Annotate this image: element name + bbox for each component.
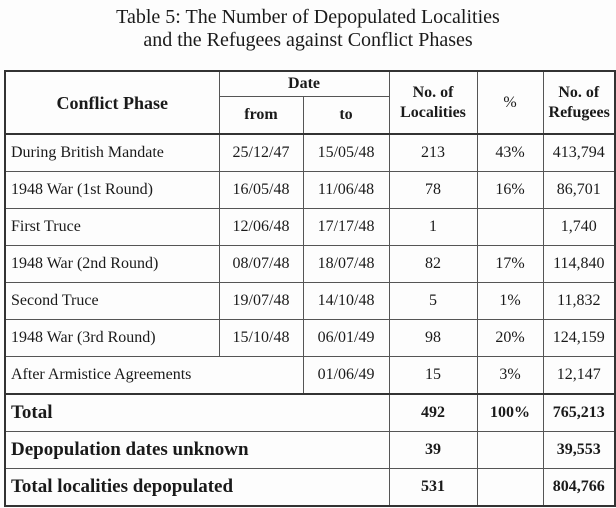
to-cell: 14/10/48: [303, 283, 389, 320]
table-row: [5, 134, 615, 172]
percent-cell: 17%: [477, 246, 543, 283]
from-cell: 19/07/48: [219, 283, 303, 320]
header-conflict-phase: Conflict Phase: [5, 71, 219, 134]
table-row-total: [5, 394, 615, 432]
header-percent: %: [477, 71, 543, 134]
percent-cell: [477, 209, 543, 246]
to-cell: 18/07/48: [303, 246, 389, 283]
localities-cell: 5: [389, 283, 477, 320]
table-row-grand-total: [5, 469, 615, 507]
to-cell: 11/06/48: [303, 172, 389, 209]
grand-percent: [477, 469, 543, 507]
phase-cell: After Armistice Agreements: [5, 357, 303, 395]
header-date: Date: [219, 71, 389, 97]
localities-cell: 213: [389, 134, 477, 172]
unknown-localities: 39: [389, 432, 477, 469]
refugees-cell: 12,147: [543, 357, 615, 395]
table-row-after-armistice: [5, 357, 615, 395]
phase-cell: 1948 War (2nd Round): [5, 246, 219, 283]
header-localities: No. of Localities: [389, 71, 477, 134]
unknown-label: Depopulation dates unknown: [5, 432, 389, 469]
to-cell: 15/05/48: [303, 134, 389, 172]
table-title: [0, 6, 616, 52]
table-row: [5, 283, 615, 320]
total-refugees: 765,213: [543, 394, 615, 432]
table-row: [5, 209, 615, 246]
localities-cell: 1: [389, 209, 477, 246]
from-cell: 08/07/48: [219, 246, 303, 283]
to-cell: 17/17/48: [303, 209, 389, 246]
from-cell: 25/12/47: [219, 134, 303, 172]
refugees-cell: 86,701: [543, 172, 615, 209]
percent-cell: 20%: [477, 320, 543, 357]
refugees-cell: 1,740: [543, 209, 615, 246]
from-cell: 12/06/48: [219, 209, 303, 246]
percent-cell: 1%: [477, 283, 543, 320]
phase-cell: During British Mandate: [5, 134, 219, 172]
grand-localities: 531: [389, 469, 477, 507]
from-cell: 15/10/48: [219, 320, 303, 357]
to-cell: 06/01/49: [303, 320, 389, 357]
from-cell: 16/05/48: [219, 172, 303, 209]
phase-cell: 1948 War (1st Round): [5, 172, 219, 209]
localities-cell: 98: [389, 320, 477, 357]
unknown-percent: [477, 432, 543, 469]
total-percent: 100%: [477, 394, 543, 432]
localities-cell: 15: [389, 357, 477, 395]
percent-cell: 16%: [477, 172, 543, 209]
percent-cell: 3%: [477, 357, 543, 395]
title-line-2: and the Refugees against Conflict Phases: [143, 29, 473, 51]
grand-refugees: 804,766: [543, 469, 615, 507]
table-row-unknown: [5, 432, 615, 469]
depopulation-table: [4, 70, 616, 507]
unknown-refugees: 39,553: [543, 432, 615, 469]
to-cell: 01/06/49: [303, 357, 389, 395]
phase-cell: Second Truce: [5, 283, 219, 320]
total-localities: 492: [389, 394, 477, 432]
table-row: [5, 246, 615, 283]
refugees-cell: 413,794: [543, 134, 615, 172]
title-line-1: Table 5: The Number of Depopulated Localities: [116, 6, 500, 28]
phase-cell: 1948 War (3rd Round): [5, 320, 219, 357]
header-to: to: [303, 97, 389, 135]
total-label: Total: [5, 394, 389, 432]
table-row: [5, 320, 615, 357]
phase-cell: First Truce: [5, 209, 219, 246]
localities-cell: 78: [389, 172, 477, 209]
percent-cell: 43%: [477, 134, 543, 172]
refugees-cell: 11,832: [543, 283, 615, 320]
refugees-cell: 124,159: [543, 320, 615, 357]
header-from: from: [219, 97, 303, 135]
localities-cell: 82: [389, 246, 477, 283]
grand-label: Total localities depopulated: [5, 469, 389, 507]
header-refugees: No. of Refugees: [543, 71, 615, 134]
table-row: [5, 172, 615, 209]
refugees-cell: 114,840: [543, 246, 615, 283]
